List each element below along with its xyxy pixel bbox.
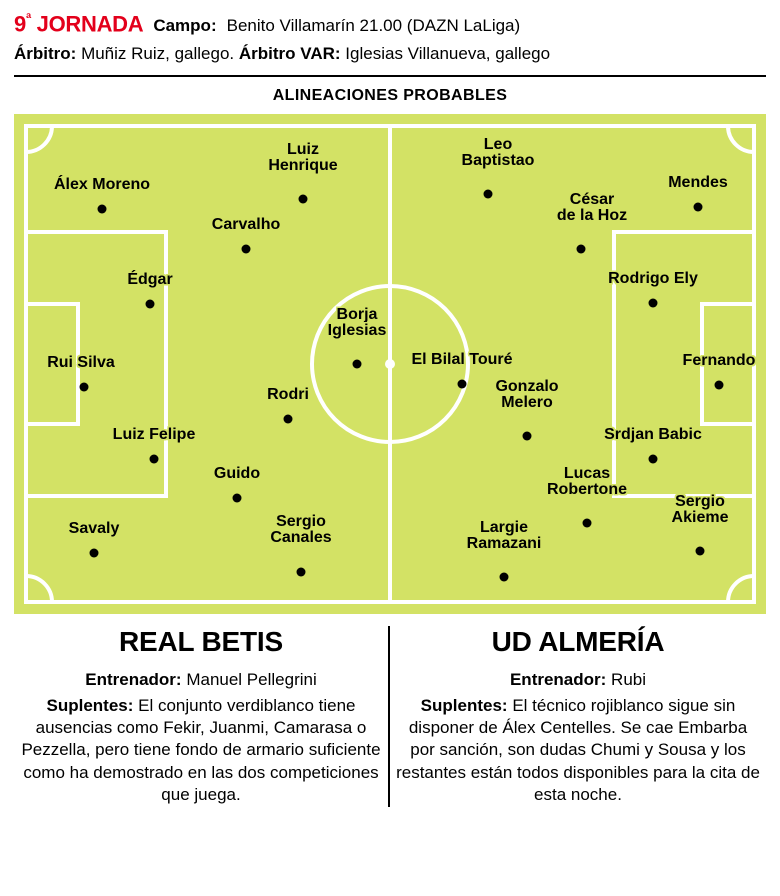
matchday-title [14,10,143,37]
player-dot [284,414,293,423]
subs-away [396,695,760,807]
player-dot [242,244,251,253]
coach-line-home [20,670,382,690]
player-name: Rui Silva [47,353,115,371]
player-dot [458,379,467,388]
player-dot [696,546,705,555]
var-value: Iglesias Villanueva, gallego [345,44,551,64]
player-dot [694,202,703,211]
team-block-home [14,626,390,807]
player-dot [523,431,532,440]
player-dot [146,299,155,308]
player-dot [649,454,658,463]
player-dot [484,189,493,198]
player-dot [353,359,362,368]
player-name: Largie [479,518,529,536]
team-block-away [390,626,766,807]
player-name: Guido [213,464,261,482]
player-name: de la Hoz [556,207,628,225]
player-dot [90,548,99,557]
matchday-number: 9 [14,11,26,37]
player-name: Leo [483,135,513,153]
matchday-ordinal: ª [25,10,31,26]
team-name-home: REAL BETIS [119,625,283,657]
player-name: Ramazani [466,535,542,553]
player-name: Sergio [276,512,326,530]
coach-value-home: Manuel Pellegrini [186,669,317,689]
player-name: Savaly [68,519,120,537]
player-name: Melero [501,394,553,412]
player-name: Canales [270,529,332,547]
player-dot [577,244,586,253]
venue-value: Benito Villamarín 21.00 (DAZN LaLiga) [226,16,521,36]
venue-label: Campo: [153,16,217,36]
player-dot [583,518,592,527]
team-name-away: UD ALMERÍA [491,625,665,657]
coach-value-away: Rubi [611,669,647,689]
player-name: Álex Moreno [53,175,151,193]
subs-text-home: El conjunto verdiblanco tiene ausencias como Fekir, Juanmi, Camarasa o Pezzella, pero tiene fondo de armario suficiente como ha demostrado en las dos competiciones que juega. [21,695,381,805]
header-primary-line [14,10,766,37]
player-dot [150,454,159,463]
player-dot [299,194,308,203]
player-dot [500,572,509,581]
subs-label-home: Suplentes: [46,695,134,715]
section-title: ALINEACIONES PROBABLES [272,86,508,104]
player-name: Luiz [287,140,319,158]
referee-label: Árbitro: [14,44,77,64]
player-dot [98,204,107,213]
header [0,0,780,65]
player-name: Henrique [268,157,338,175]
coach-line-away [396,670,760,690]
player-name: Iglesias [327,322,387,340]
player-name: Robertone [547,481,627,499]
player-name: Borja [336,305,378,323]
player-name: El Bilal Touré [411,350,513,368]
player-name: César [569,190,615,208]
player-dot [80,382,89,391]
coach-label-home: Entrenador: [85,669,182,689]
pitch-markings [14,114,766,614]
subs-label-away: Suplentes: [420,695,508,715]
player-name: Akieme [671,509,729,527]
referee-value: Muñiz Ruiz, gallego. [81,44,235,64]
player-dot [715,380,724,389]
player-name: Édgar [127,270,173,288]
subs-text-away: El técnico rojiblanco sigue sin disponer de Álex Centelles. Se cae Embarba por sanción, son dudas Chumi y Sousa y los restantes están todos disponibles para la cita de esta noche. [396,695,760,805]
player-name: Baptistao [461,152,535,170]
player-dot [233,493,242,502]
player-name: Carvalho [211,215,281,233]
var-label: Árbitro VAR: [238,44,341,64]
teams-section [14,614,766,807]
player-dot [649,298,658,307]
player-name: Mendes [668,173,728,191]
pitch [14,114,766,614]
player-dot [297,567,306,576]
player-name: Sergio [675,492,725,510]
player-name: Srdjan Babic [604,425,702,443]
player-name: Rodrigo Ely [608,269,698,287]
subs-home [20,695,382,807]
header-referee-line [14,43,766,64]
player-name: Lucas [563,464,611,482]
player-name: Luiz Felipe [112,425,196,443]
coach-label-away: Entrenador: [509,669,607,689]
matchday-word: JORNADA [36,11,144,37]
player-name: Gonzalo [495,377,559,395]
player-name: Fernando [682,351,756,369]
player-name: Rodri [267,385,309,403]
